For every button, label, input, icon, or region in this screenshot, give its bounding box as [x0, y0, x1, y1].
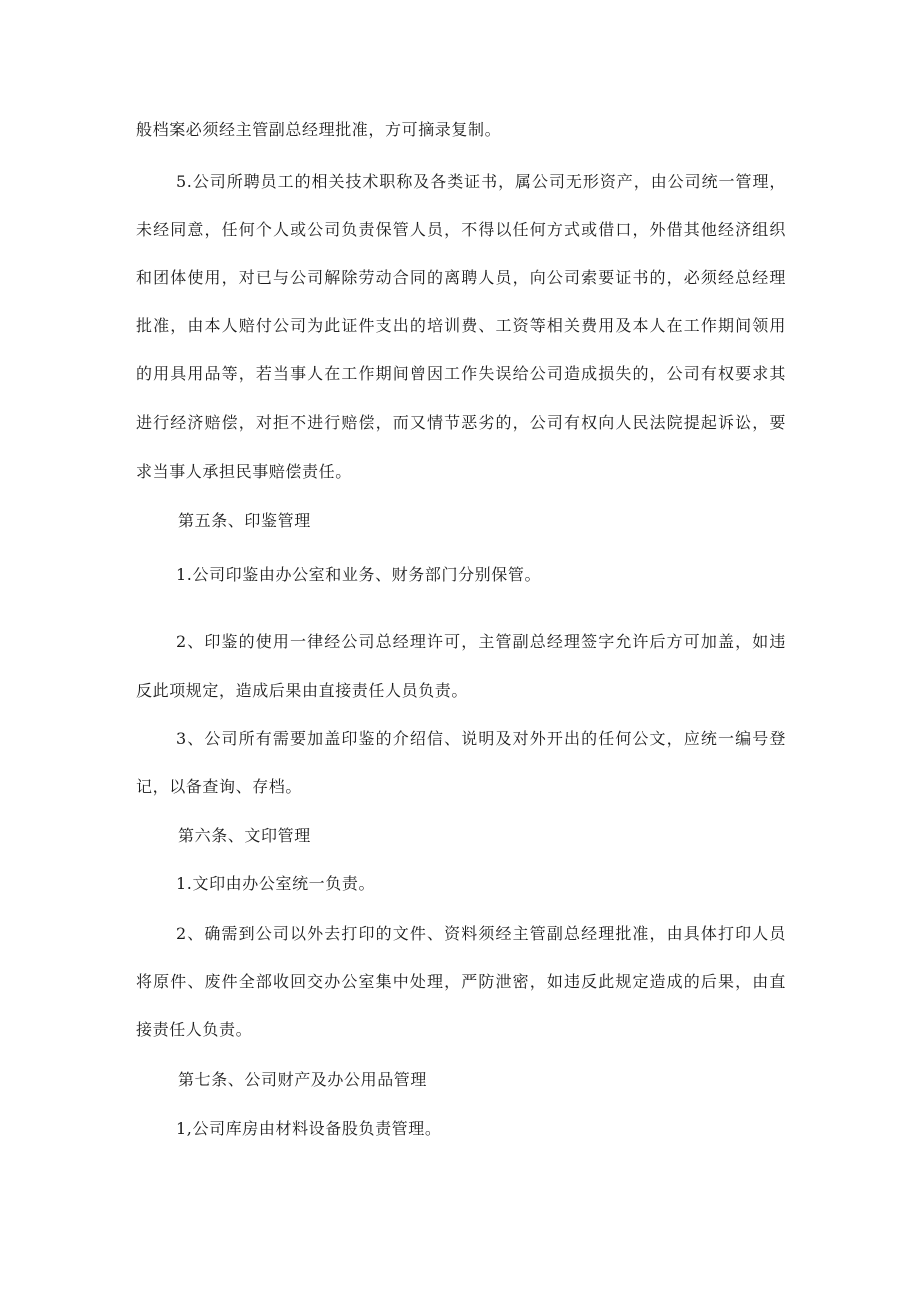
article6-p1: 1.文印由办公室统一负责。	[176, 874, 376, 893]
item5-line-4: 批准，由本人赔付公司为此证件支出的培训费、工资等相关费用及本人在工作期间领用	[136, 316, 786, 335]
article5-heading: 第五条、印鉴管理	[178, 511, 311, 530]
article7-p1: 1,公司库房由材料设备股负责管理。	[176, 1119, 442, 1138]
article6-p2-line-1: 2、确需到公司以外去打印的文件、资料须经主管副总经理批准，由具体打印人员	[176, 924, 786, 943]
item5-line-2: 未经同意，任何个人或公司负责保管人员，不得以任何方式或借口，外借其他经济组织	[136, 220, 786, 239]
article5-p3-line-1: 3、公司所有需要加盖印鉴的介绍信、说明及对外开出的任何公文，应统一编号登	[176, 729, 786, 748]
item5-line-5: 的用具用品等，若当事人在工作期间曾因工作失误给公司造成损失的，公司有权要求其	[136, 364, 786, 383]
article5-p3-line-2: 记，以备查询、存档。	[136, 777, 303, 796]
continuation-line: 般档案必须经主管副总经理批准，方可摘录复制。	[136, 120, 502, 139]
item5-line-6: 进行经济赔偿，对拒不进行赔偿，而又情节恶劣的，公司有权向人民法院提起诉讼，要	[136, 413, 786, 432]
item5-line-7: 求当事人承担民事赔偿责任。	[136, 462, 352, 481]
article6-p2-line-3: 接责任人负责。	[136, 1020, 253, 1039]
item5-line-3: 和团体使用，对已与公司解除劳动合同的离聘人员，向公司索要证书的，必须经总经理	[136, 268, 786, 287]
item5-line-1: 5.公司所聘员工的相关技术职称及各类证书，属公司无形资产，由公司统一管理，	[176, 172, 786, 191]
article7-heading: 第七条、公司财产及办公用品管理	[178, 1070, 428, 1089]
article5-p1: 1.公司印鉴由办公室和业务、财务部门分别保管。	[176, 565, 542, 584]
article5-p2-line-2: 反此项规定，造成后果由直接责任人员负责。	[136, 681, 469, 700]
article6-p2-line-2: 将原件、废件全部收回交办公室集中处理，严防泄密，如违反此规定造成的后果，由直	[136, 972, 786, 991]
article5-p2-line-1: 2、印鉴的使用一律经公司总经理许可，主管副总经理签字允许后方可加盖，如违	[176, 632, 786, 651]
article6-heading: 第六条、文印管理	[178, 826, 311, 845]
